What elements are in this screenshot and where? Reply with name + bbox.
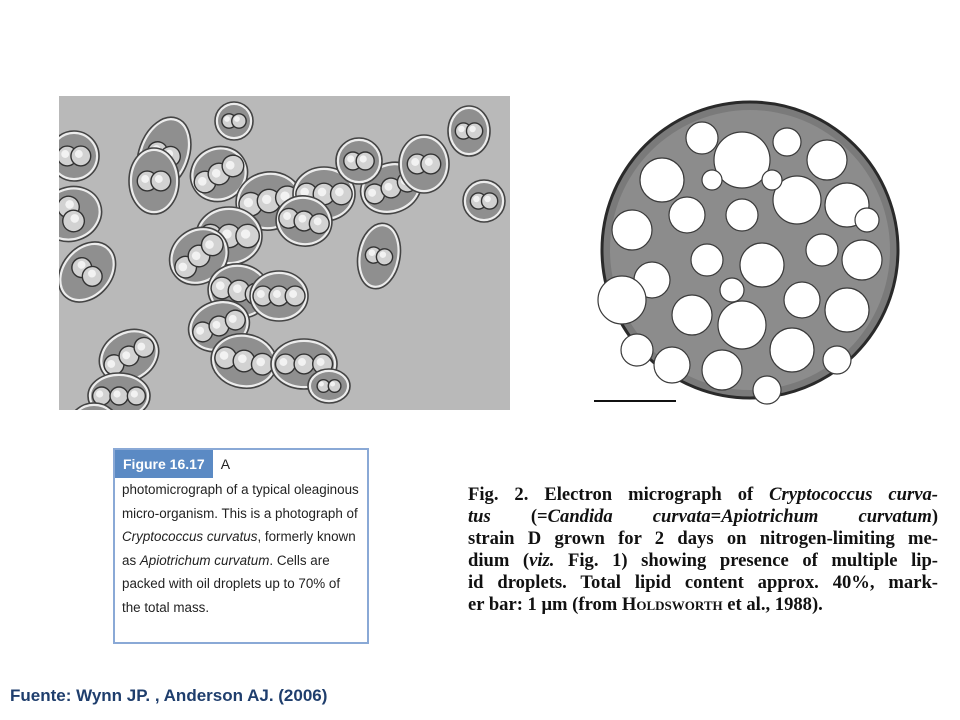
fig2-text: Electron micrograph of [528, 484, 770, 505]
fig2-label: Fig. 2. [468, 484, 529, 505]
figure-16-17-caption-box [113, 448, 369, 644]
fig2-text: m (from [552, 594, 622, 615]
caption-part1: photomicrograph of a typical oleaginous micro-organism. This is a photograph of [122, 482, 359, 521]
fig2-line-5 [468, 572, 938, 594]
caption-former-name: Apiotrichum curvatum [139, 552, 270, 568]
fig2-text: = [710, 506, 722, 527]
caption-part3: . Cells are packed with oil droplets up to 70% of the total mass. [122, 552, 341, 615]
caption-first-word: A [220, 456, 231, 472]
fig2-text: strain D grown for 2 days on nitrogen-limiting me- [468, 528, 938, 549]
fig2-text: dium ( [468, 550, 530, 571]
electron-micrograph-image [592, 100, 906, 414]
fig2-text: (= [490, 506, 548, 527]
fig2-line-2 [468, 506, 938, 528]
source-citation: Fuente: Wynn JP. , Anderson AJ. (2006) [10, 686, 328, 705]
fig2-text: et al., 1988). [722, 594, 823, 615]
fig2-mu: μ [541, 594, 553, 615]
fig2-viz: viz. [529, 550, 555, 571]
fig2-line-1 [468, 484, 938, 506]
fig2-text: id droplets. Total lipid content approx. 40%, mark- [468, 572, 938, 593]
fig2-synonym-2: Apiotrichum curvatum [721, 506, 932, 527]
fig2-author: Holdsworth [621, 594, 723, 615]
fig2-text: ) [931, 506, 939, 527]
photomicrograph-image [59, 96, 510, 410]
figure-label: Figure 16.17 [115, 450, 213, 478]
caption-part2: , formerly known as [122, 529, 356, 568]
fig2-line-3 [468, 528, 938, 550]
fig2-synonym-1: Candida curvata [547, 506, 711, 527]
lipid-droplet-cell-photo [592, 100, 906, 414]
fig2-species-end: tus [468, 506, 491, 527]
fig2-line-4 [468, 550, 938, 572]
fig2-text: er bar: 1 [468, 594, 542, 615]
figure-caption-text [115, 478, 367, 619]
fig2-line-6 [468, 594, 938, 616]
fig2-species: Cryptococcus curva- [769, 484, 938, 505]
fig2-text: Fig. 1) showing presence of multiple lip- [554, 550, 938, 571]
fig-2-caption [468, 484, 938, 616]
yeast-cells-photo [59, 96, 510, 410]
caption-species: Cryptococcus curvatus [122, 529, 258, 544]
